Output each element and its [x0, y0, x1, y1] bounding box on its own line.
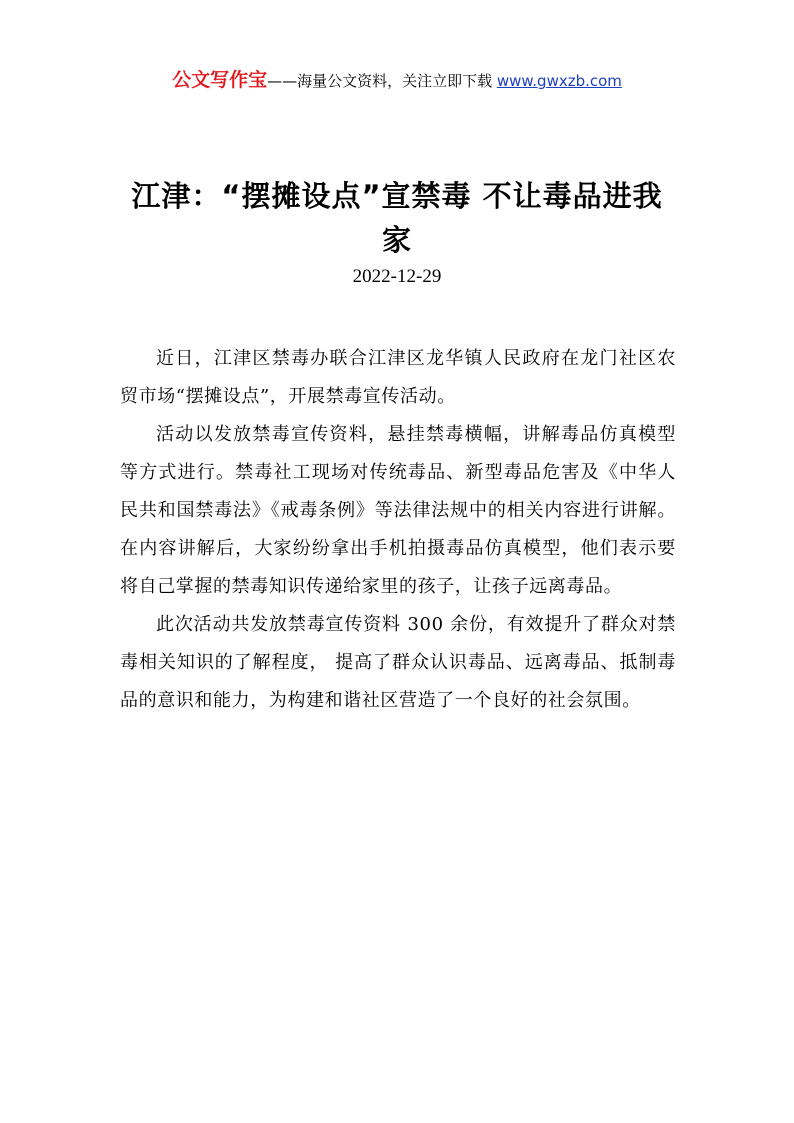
paragraph-2: 活动以发放禁毒宣传资料，悬挂禁毒横幅，讲解毒品仿真模型等方式进行。禁毒社工现场对传统毒品、新型毒品危害及《中华人民共和国禁毒法》《戒毒条例》等法律法规中的相关内容进行讲解。在内容讲解后，大家纷纷拿出手机拍摄毒品仿真模型，他们表示要将自己掌握的禁毒知识传递给家里的孩子，让孩子远离毒品。: [120, 424, 676, 597]
paragraph-3: 此次活动共发放禁毒宣传资料 300 余份，有效提升了群众对禁毒相关知识的了解程度， 提高了群众认识毒品、远离毒品、抵制毒品的意识和能力，为构建和谐社区营造了一个良好的社会氛围。: [120, 614, 676, 711]
paragraph-1: 近日，江津区禁毒办联合江津区龙华镇人民政府在龙门社区农贸市场“摆摊设点”，开展禁毒宣传活动。: [120, 348, 676, 407]
page-header: [0, 68, 794, 93]
article-body: [120, 340, 676, 720]
article-title: 江津：“摆摊设点”宣禁毒 不让毒品进我家: [131, 179, 663, 257]
header-tagline: ——海量公文资料，关注立即下载: [267, 72, 497, 90]
brand-name: 公文写作宝: [172, 69, 268, 91]
website-link[interactable]: www.gwxzb.com: [496, 72, 622, 90]
article-date: 2022-12-29: [352, 266, 442, 287]
